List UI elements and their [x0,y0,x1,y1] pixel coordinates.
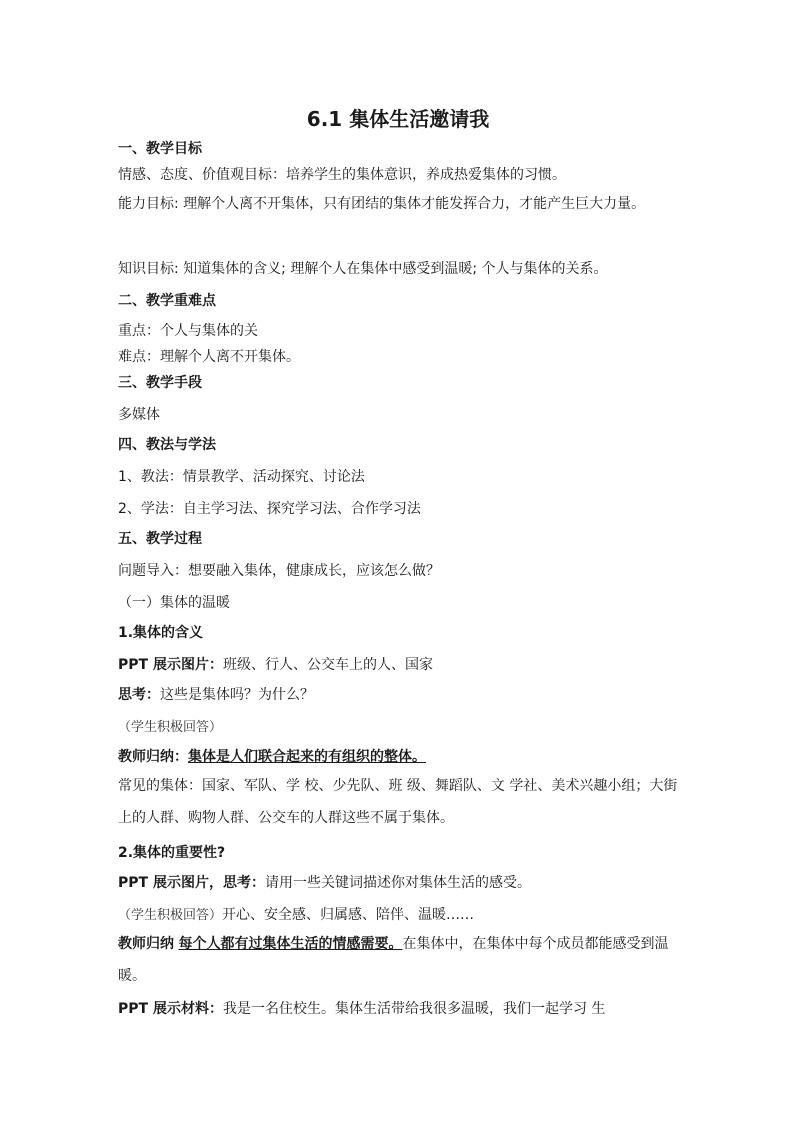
common-collectives: 常见的集体：国家、军队、学 校、少先队、班 级、舞蹈队、文 学社、美术兴趣小组；大街上的人群、购物人群、公交车的人群这些不属于集体。 [118,778,678,826]
objective-ability: 能力目标: 理解个人离不开集体，只有团结的集体才能发挥合力，才能产生巨大力量。 [118,196,646,212]
teaching-method: 1、教法：情景教学、活动探究、讨论法 [118,469,365,485]
student-answer-feelings: （学生积极回答）开心、安全感、归属感、陪伴、温暖…… [118,907,475,923]
subheading-importance: 2.集体的重要性? [118,845,226,861]
ppt-show-material: PPT 展示材料：我是一名住校生。集体生活带给我很多温暖，我们一起学习 生 [118,1001,606,1017]
section-heading-process: 五、教学过程 [118,531,202,547]
section-heading-methods: 四、教法与学法 [118,437,216,453]
objective-emotion: 情感、态度、价值观目标：培养学生的集体意识，养成热爱集体的习惯。 [118,167,566,183]
subheading-meaning: 1.集体的含义 [118,625,204,641]
objective-knowledge: 知识目标: 知道集体的含义; 理解个人在集体中感受到温暖; 个人与集体的关系。 [118,261,608,277]
ppt-show-pictures: PPT 展示图片：班级、行人、公交车上的人、国家 [118,657,433,673]
teacher-summary-importance: 教师归纳 每个人都有过集体生活的情感需要。在集体中，在集体中每个成员都能感受到温暖。 [118,936,669,984]
part-heading-warmth: （一）集体的温暖 [118,595,230,611]
difficult-point: 难点：理解个人离不开集体。 [118,349,300,365]
section-heading-objectives: 一、教学目标 [118,141,202,157]
teacher-summary: 教师归纳：集体是人们联合起来的有组织的整体。 [118,749,426,765]
lead-in-question: 问题导入：想要融入集体，健康成长，应该怎么做？ [118,563,440,579]
student-answer: （学生积极回答） [118,720,223,735]
teaching-means: 多媒体 [118,407,160,423]
section-heading-key-points: 二、教学重难点 [118,293,216,309]
page-title: 6.1 集体生活邀请我 [306,107,490,131]
key-point: 重点：个人与集体的关 [118,323,258,339]
section-heading-means: 三、教学手段 [118,375,202,391]
learning-method: 2、学法：自主学习法、探究学习法、合作学习法 [118,501,421,517]
think-question: 思考：这些是集体吗？为什么？ [118,687,314,703]
document-page [118,100,678,1017]
ppt-show-think: PPT 展示图片，思考：请用一些关键词描述你对集体生活的感受。 [118,875,531,891]
